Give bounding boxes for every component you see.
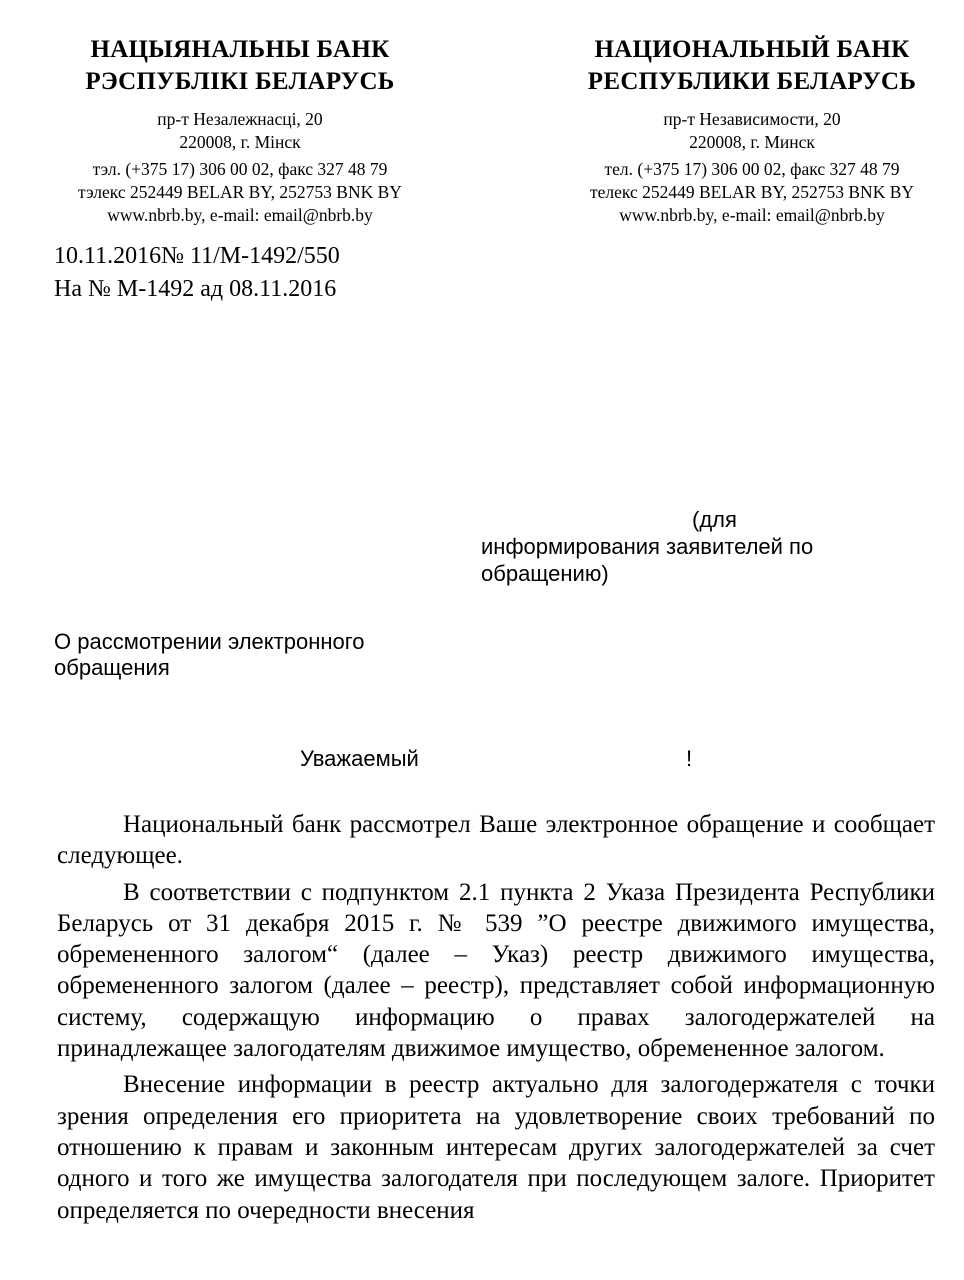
letter-body (57, 809, 935, 1226)
greeting-suffix: ! (686, 746, 693, 771)
address-by-street: пр-т Незалежнасці, 20 (157, 109, 323, 129)
greeting-prefix: Уважаемый (300, 746, 419, 771)
addressee-line2: информирования заявителей по (481, 534, 814, 559)
subject-line1: О рассмотрении электронного (54, 629, 365, 654)
body-paragraph: В соответствии с подпунктом 2.1 пункта 2 Указа Президента Республики Беларусь от 31 декабря 2015 г. № 539 ”О реестре движимого имущества, обремененного залогом“ (далее – Указ) реестр движимого имущества, обремененного залогом (далее – реестр), представляет собой информационную систему, содержащую информацию о правах залогодержателей на принадлежащее залогодателям движимое имущество, обремененное залогом. (57, 878, 935, 1063)
body-paragraph: Внесение информации в реестр актуально для залогодержателя с точки зрения определения его приоритета на удовлетворение своих требований по отношению к правам и законным интересам других залогодержателей за счет одного и того же имущества залогодателя при последующем залоге. Приоритет определяется по очередности внесения (57, 1071, 935, 1224)
header-by (40, 34, 440, 227)
bank-name-ru-line1: НАЦИОНАЛЬНЫЙ БАНК (594, 36, 910, 63)
address-by-city: 220008, г. Мінск (179, 132, 301, 152)
telex-ru: телекс 252449 BELAR BY, 252753 BNK BY (589, 182, 915, 202)
telex-by: тэлекс 252449 BELAR BY, 252753 BNK BY (78, 182, 402, 202)
addressee-line3: обращению) (481, 561, 609, 586)
reference-incoming: На № М-1492 ад 08.11.2016 (54, 276, 337, 302)
bank-name-by-line1: НАЦЫЯНАЛЬНЫ БАНК (90, 36, 390, 63)
address-ru-street: пр-т Независимости, 20 (663, 109, 841, 129)
web-ru: www.nbrb.by, e-mail: email@nbrb.by (619, 205, 885, 225)
bank-name-ru-line2: РЕСПУБЛИКИ БЕЛАРУСЬ (587, 68, 917, 95)
addressee-line1: (для (692, 507, 737, 532)
web-by: www.nbrb.by, e-mail: email@nbrb.by (107, 205, 373, 225)
subject-line2: обращения (54, 655, 170, 680)
body-paragraph: Национальный банк рассмотрел Ваше электронное обращение и сообщает следующее. (57, 811, 935, 870)
addressee-block (481, 506, 901, 587)
address-ru-city: 220008, г. Минск (689, 132, 815, 152)
reference-block (54, 240, 340, 306)
bank-name-by-line2: РЭСПУБЛІКІ БЕЛАРУСЬ (85, 68, 395, 95)
subject-block (54, 629, 365, 681)
phone-ru: тел. (+375 17) 306 00 02, факс 327 48 79 (604, 159, 900, 179)
reference-outgoing: 10.11.2016№ 11/М-1492/550 (54, 243, 340, 269)
phone-by: тэл. (+375 17) 306 00 02, факс 327 48 79 (92, 159, 388, 179)
header-ru (552, 34, 952, 227)
